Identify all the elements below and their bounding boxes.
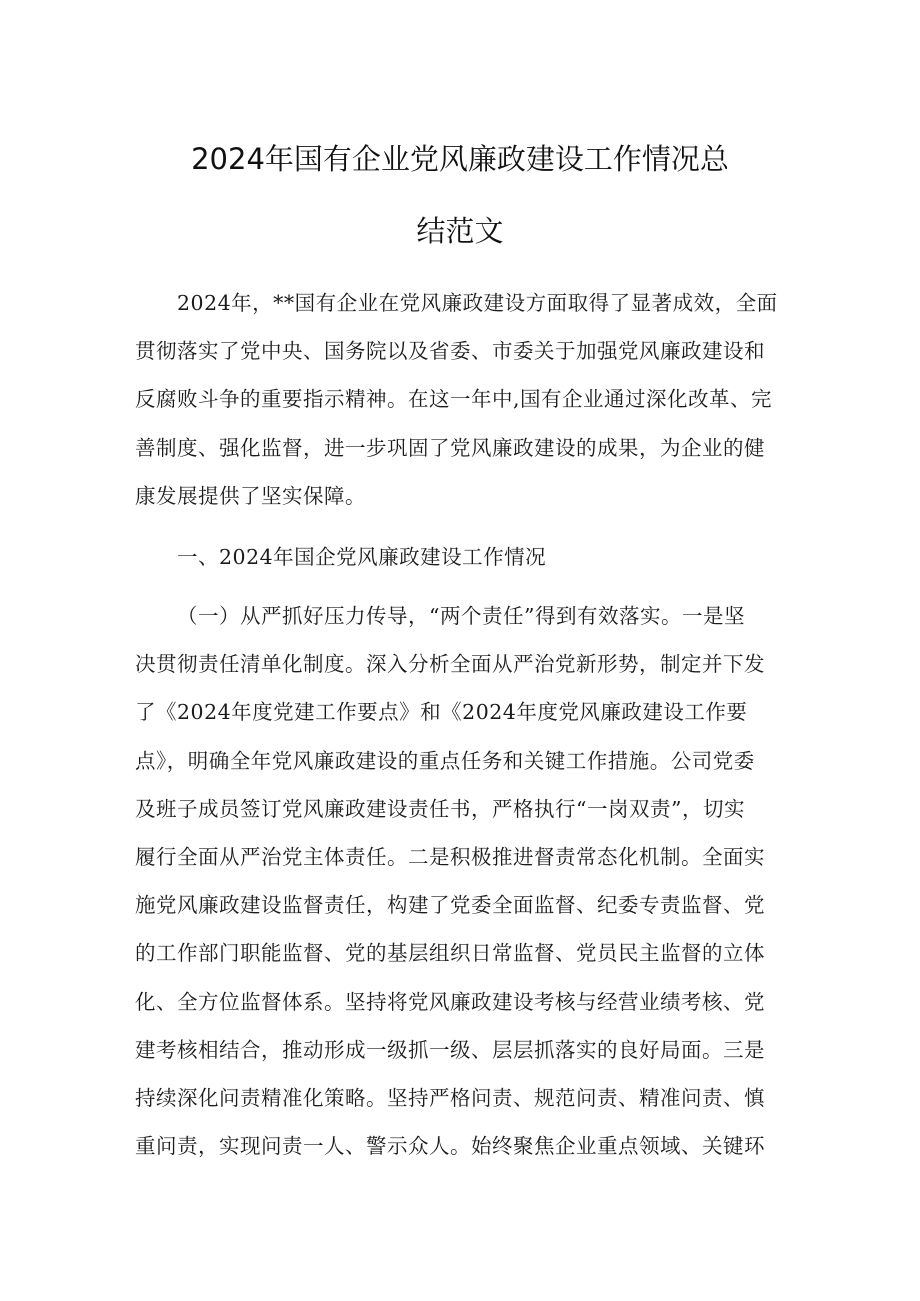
section-paragraph (135, 592, 787, 1170)
paragraph-line: 持续深化问责精准化策略。坚持严格问责、规范问责、精准问责、慎 (135, 1085, 765, 1110)
document-title-line-2: 结范文 (416, 214, 504, 248)
paragraph-line: 重问责，实现问责一人、警示众人。始终聚焦企业重点领域、关键环 (135, 1134, 765, 1159)
paragraph-line: 化、全方位监督体系。坚持将党风廉政建设考核与经营业绩考核、党 (135, 989, 765, 1014)
paragraph-line: 康发展提供了坚实保障。 (135, 483, 366, 508)
paragraph-line: 2024年，**国有企业在党风廉政建设方面取得了显著成效，全面 (177, 291, 778, 315)
paragraph-line: 决贯彻责任清单化制度。深入分析全面从严治党新形势，制定并下发 (135, 652, 765, 677)
paragraph-line: 反腐败斗争的重要指示精神。在这一年中,国有企业通过深化改革、完 (135, 387, 773, 412)
paragraph-line: 的工作部门职能监督、党的基层组织日常监督、党员民主监督的立体 (135, 941, 765, 966)
paragraph-line: 建考核相结合，推动形成一级抓一级、层层抓落实的良好局面。三是 (135, 1037, 765, 1062)
paragraph-line: 履行全面从严治党主体责任。二是积极推进督责常态化机制。全面实 (135, 844, 765, 869)
paragraph-line: 了《2024年度党建工作要点》和《2024年度党风廉政建设工作要 (135, 700, 748, 725)
paragraph-line: 贯彻落实了党中央、国务院以及省委、市委关于加强党风廉政建设和 (135, 339, 765, 364)
intro-paragraph (135, 279, 787, 520)
paragraph-line: 及班子成员签订党风廉政建设责任书，严格执行“一岗双责”，切实 (135, 796, 745, 821)
document-title-line-1: 2024年国有企业党风廉政建设工作情况总 (191, 142, 729, 176)
paragraph-line: 善制度、强化监督，进一步巩固了党风廉政建设的成果，为企业的健 (135, 435, 765, 460)
section-heading: 一、2024年国企党风廉政建设工作情况 (177, 545, 547, 569)
paragraph-line: 点》，明确全年党风廉政建设的重点任务和关键工作措施。公司党委 (135, 748, 755, 773)
paragraph-line: （一）从严抓好压力传导，“两个责任”得到有效落实。一是坚 (177, 604, 745, 628)
paragraph-line: 施党风廉政建设监督责任，构建了党委全面监督、纪委专责监督、党 (135, 893, 765, 918)
